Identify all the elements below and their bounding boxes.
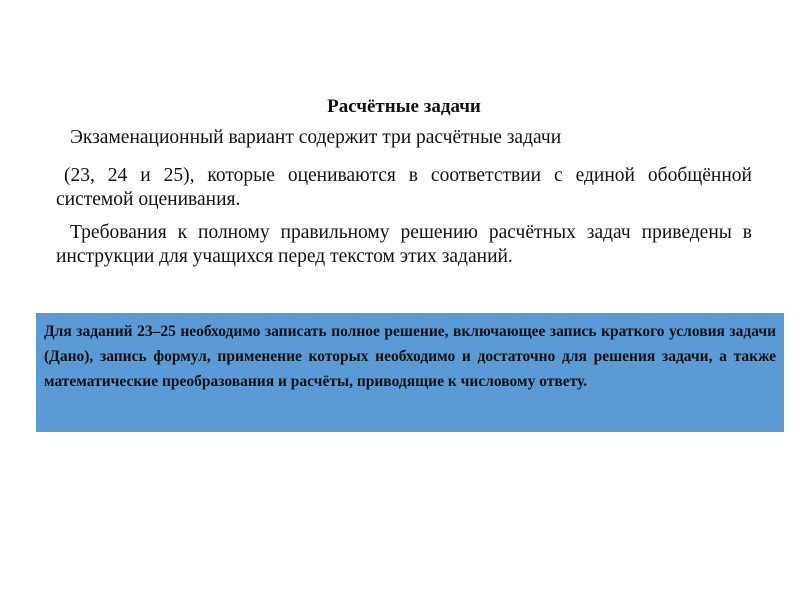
slide-title: Расчётные задачи [327, 96, 481, 117]
paragraph-evaluation-system: (23, 24 и 25), которые оцениваются в соответствии с единой обобщённой системой оценивания. [56, 165, 752, 210]
notice-box [36, 313, 784, 432]
paragraph-exam-variant: Экзаменационный вариант содержит три расчётные задачи [70, 127, 562, 148]
paragraph-requirements: Требования к полному правильному решению расчётных задач приведены в инструкции для учащихся перед текстом этих заданий. [56, 222, 752, 267]
notice-text: Для заданий 23–25 необходимо записать полное решение, включающее запись краткого условия задачи (Дано), запись формул, применение которых необходимо и достаточно для решения задачи, а также математические преобразования и расчёты, приводящие к числовому ответу. [44, 323, 776, 390]
